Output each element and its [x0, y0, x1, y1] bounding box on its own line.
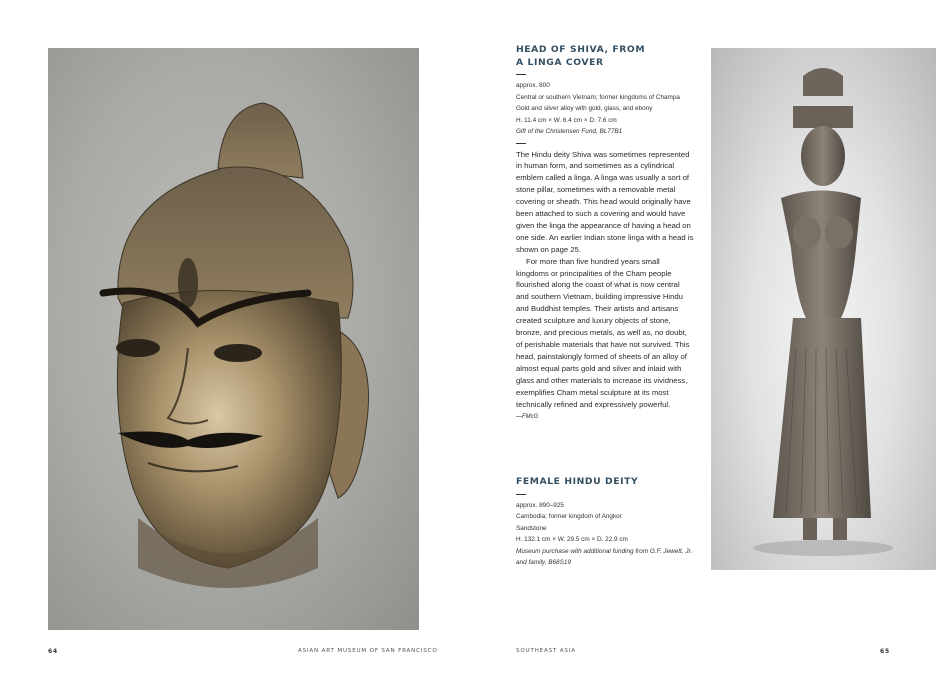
entry-material: Gold and silver alloy with gold, glass, and ebony [516, 105, 653, 112]
author-signature: —FMcG [516, 414, 539, 421]
shiva-head-photo [48, 48, 419, 630]
entry-material: Sandstone [516, 524, 547, 532]
entry-body [516, 149, 694, 411]
body-paragraph: The Hindu deity Shiva was sometimes represented in human form, and sometimes as a cylindrical emblem called a linga. A linga was usually a sort of stone pillar, sometimes with a removable metal covering or sheath. This head would originally have been attached to such a covering and would have given the linga the appearance of having a head on one side. An earlier Indian stone linga with a head is shown on page 25. [516, 149, 694, 254]
page-number-left: 64 [48, 648, 58, 655]
entry-origin: Central or southern Vietnam; former kingdoms of Champa [516, 93, 680, 101]
entry-credit: Museum purchase with additional funding from G.F. Jewett, Jr. [516, 547, 693, 555]
entry-dimensions: H. 132.1 cm × W. 29.5 cm × D. 22.9 cm [516, 536, 628, 543]
entry-origin: Cambodia; former kingdom of Angkor [516, 513, 622, 520]
entry-shiva [516, 44, 694, 428]
entry-credit-cont: and family, B68S19 [516, 559, 571, 566]
running-head-right: SOUTHEAST ASIA [516, 648, 576, 654]
body-paragraph: For more than five hundred years small kingdoms or principalities of the Cham people flourished along the coast of what is now central and southern Vietnam, building impressive Hindu and Buddhist temples. Their artists and artisans created sculpture and luxury objects of stone, bronze, and precious metals, as well as, no doubt, of perishable materials that have not survived. This head, painstakingly formed of sheets of an alloy of almost equal parts gold and silver and inlaid with glass and other materials to increase its vividness, exemplifies Cham metal sculpture at its most technically refined and expressively powerful. [516, 256, 690, 409]
divider [516, 74, 526, 75]
running-head-left: ASIAN ART MUSEUM OF SAN FRANCISCO [298, 648, 438, 654]
entry-title-cont: A LINGA COVER [516, 56, 604, 68]
entry-title: FEMALE HINDU DEITY [516, 476, 639, 487]
entry-title: HEAD OF SHIVA, FROM [516, 44, 646, 55]
entry-date: approx. 890–925 [516, 501, 564, 509]
divider [516, 143, 526, 144]
female-deity-photo [711, 48, 936, 570]
entry-dimensions: H. 11.4 cm × W. 6.4 cm × D. 7.6 cm [516, 116, 617, 124]
divider [516, 494, 526, 495]
page-number-right: 65 [880, 648, 890, 655]
entry-female-deity [516, 476, 716, 569]
entry-credit: Gift of the Christensen Fund, BL77B1 [516, 128, 623, 135]
entry-date: approx. 800 [516, 82, 550, 89]
